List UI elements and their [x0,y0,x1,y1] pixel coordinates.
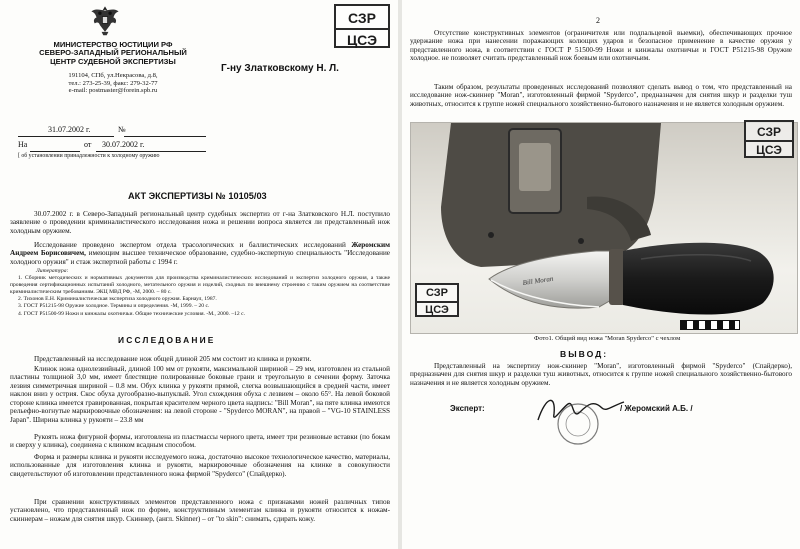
photo-stamp-bottom-text: ЦСЭ [417,301,457,316]
na-underline [30,151,80,152]
knife-with-sheath-illustration [411,123,798,334]
expert-intro-lead: Исследование проведено экспертом отдела трасологических и баллистических исследований [34,241,352,249]
right-stamp-bottom-text: ЦСЭ [746,140,792,156]
address-line-1: 191104, СПб, ул.Некрасова, д.8, [68,72,158,79]
document-date: 31.07.2002 г. [48,125,91,134]
sheath-rivet-2 [578,238,584,244]
literature-item-4: 4. ГОСТ Р51500-99 Ножи и кинжалы охотничьи. Общие технические условия. -М., 2000. –12 с. [18,310,246,317]
number-underline [124,136,206,137]
expert-label: Эксперт: [450,404,485,413]
na-label: На [18,140,28,149]
date-underline [18,136,114,137]
research-paragraph-5: При сравнении конструктивных элементов представленного ножа с признаками ножей различных типов установлено, что представленный нож по форме, конструктивным элементам клинка и рукояти относится к ножам-скиннерам – ножам для снятия шкур. Скиннер, (англ. Skinner) – от "to skin": снимать, сдирать кожу. [10,498,390,523]
page-number: 2 [596,16,600,25]
research-paragraph-3: Рукоять ножа фигурной формы, изготовлена из пластмассы черного цвета, имеет три резиновые вставки (по бокам и сверху у клинка), соединена с клинком всадным способом. [10,433,390,450]
measurement-scale-bar [680,320,740,330]
sheath-rivet-1 [488,232,494,238]
number-sign: № [118,125,126,134]
address-line-2: тел.: 273-25-39, факс: 279-32-77 [68,79,158,87]
right-stamp-top-text: СЗР [756,125,782,139]
szr-csa-stamp-photo [415,283,459,317]
conclusion-lead-paragraph: Отсутствие конструктивных элементов (ограничителя или подпальцевой выемки), обеспечивающих прочное удержание ножа при нанесении поражающих колющих ударов и безопасное применение в качестве оружия у представленного ножа, в соответствии с ГОСТ Р 51500-99 Ножи и кинжалы охотничьи и ГОСТ Р51215-98 Оружие холодное. не позволяет считать представленный нож боевым или охотничьим. [410,29,792,63]
round-seal [554,402,602,446]
literature-item-3: 3. ГОСТ Р51215-98 Оружие холодное. Термины и определения. -М, 1999. – 20 с. [18,303,210,310]
expert-intro-tail: имеющим высшее техническое образование, судебно-экспертную специальность "Исследование холодного оружия" и стаж экспертной работы с 1994 г. [10,249,390,266]
photo-stamp-top-text: СЗР [425,287,449,299]
address-line-3: e-mail: postmaster@forein.spb.ru [68,87,158,95]
recipient: Г-ну Златковскому Н. Л. [221,63,339,74]
seal-outer-ring [558,404,598,444]
literature-list [10,268,390,318]
knife-photo [410,122,798,334]
left-page [0,0,398,549]
incoming-date: 30.07.2002 г. [102,140,145,149]
expert-paragraph [10,241,390,266]
act-title: АКТ ЭКСПЕРТИЗЫ № 10105/03 [128,191,267,201]
stamp-bottom-text: ЦСЭ [336,28,388,47]
literature-title: Литература: [36,268,69,274]
stamp-top-text: СЗР [347,10,377,26]
ministry-name [18,41,208,66]
right-page [402,0,800,549]
subject-line: [ об установлении принадлежности к холодному оружию [18,153,160,159]
szr-csa-stamp-right [744,120,794,158]
org-line-3: ЦЕНТР СУДЕБНОЙ ЭКСПЕРТИЗЫ [50,56,176,66]
seal-inner-ring [566,412,590,436]
org-address [18,72,208,95]
expert-name: Жеромским Андреем Борисовичем, [10,241,390,258]
research-paragraph-4: Форма и размеры клинка и рукояти исследуемого ножа, достаточно высокое технологическое качество, материалы, использованные для изготовления клинка и рукояти, маркировочные обозначения на клинке в совокупности свидетельствуют об изготовлении представленного ножа фирмой "Spyderco" (Спайдерко). [10,453,390,478]
rubber-insert [609,249,625,305]
conclusion-title: ВЫВОД: [560,349,609,359]
research-title: ИССЛЕДОВАНИЕ [118,335,216,345]
ot-underline [96,151,206,152]
org-line-1: МИНИСТЕРСТВО ЮСТИЦИИ РФ [53,40,173,49]
intro-paragraph: 30.07.2002 г. в Северо-Западный региональный центр судебных экспертиз от г-на Златковского Н.Л. поступило заявление о проведении криминалистического исследования ножа и решении вопроса является ли представленный нож холодным оружием. [10,210,390,235]
expert-name-signature: / Жеромский А.Б. / [620,404,693,413]
research-paragraph-2: Клинок ножа однолезвийный, длиной 100 мм от рукояти, максимальной шириной – 29 мм, изготовлен из стальной пластины толщиной 3,0 мм, имеет блестящие полированные боковые грани и треугольную в сечении форму. Заточка лезвия симметричная шириной – 0.8 мм. Обух клинка у рукояти прямой, слегка возвышающийся в средней части, имеет наклон вниз у острия. Скос обуха дугообразно-выпуклый. Угол схождения обуха с лезвием – около 65°. На левой боковой стороне клинка имеется гравированная, покрытая красителем черного цвета надпись: "Bill Moran", на пяте клинка имеются рельефно-вогнутые маркировочные обозначения: на левой стороне - "Spyderco MORAN", на правой – "VG-10 STAINLESS Japan". Ширина клинка у рукояти – 23.8 мм [10,365,390,424]
conclusion-text: Представленный на экспертизу нож-скиннер "Moran", изготовленный фирмой "Spyderco" (Спайдерко), предназначен для снятия шкур и разделки туш животных, относится к группе ножей специального хозяйственно-бытового назначения и не является холодным оружием. [410,362,792,387]
photo-caption: Фото1. Общий вид ножа "Moran Spyderco" с чехлом [534,335,681,342]
belt-clip-slot [519,143,551,191]
double-headed-eagle-emblem [88,3,122,37]
literature-item-1: 1. Сборник методических и нормативных документов для производства криминалистических исследований и экспертиз холодного оружия, а также проведения сертификационных испытаний холодного, метательного оружия и изделий, сходных по внешнему строению с таким оружием на соответствие криминалистическим требованиям. ЭКЦ МВД РФ, -М, 2000. – 80 с. [10,275,390,295]
szr-csa-stamp-left [334,4,390,48]
org-line-2: СЕВЕРО-ЗАПАДНЫЙ РЕГИОНАЛЬНЫЙ [39,48,187,58]
knife-handle [623,243,774,315]
literature-item-2: 2. Тихонов Е.Н. Криминалистическая экспертиза холодного оружия. Барнаул, 1987. [18,296,217,302]
ot-label: от [84,140,92,149]
research-paragraph-1: Представленный на исследование нож общей длиной 205 мм состоит из клинка и рукояти. [34,355,312,363]
blade-engraving: Bill Moran [522,274,554,287]
summary-paragraph: Таким образом, результаты проведенных исследований позволяют сделать вывод о том, что представленный на исследование нож-скиннер "Moran", изготовленный фирмой "Spyderco", предназначен для снятия шкур и разделки туш животных, относится к группе ножей специального хозяйственно-бытового назначения и не является холодным оружием. [410,83,792,108]
